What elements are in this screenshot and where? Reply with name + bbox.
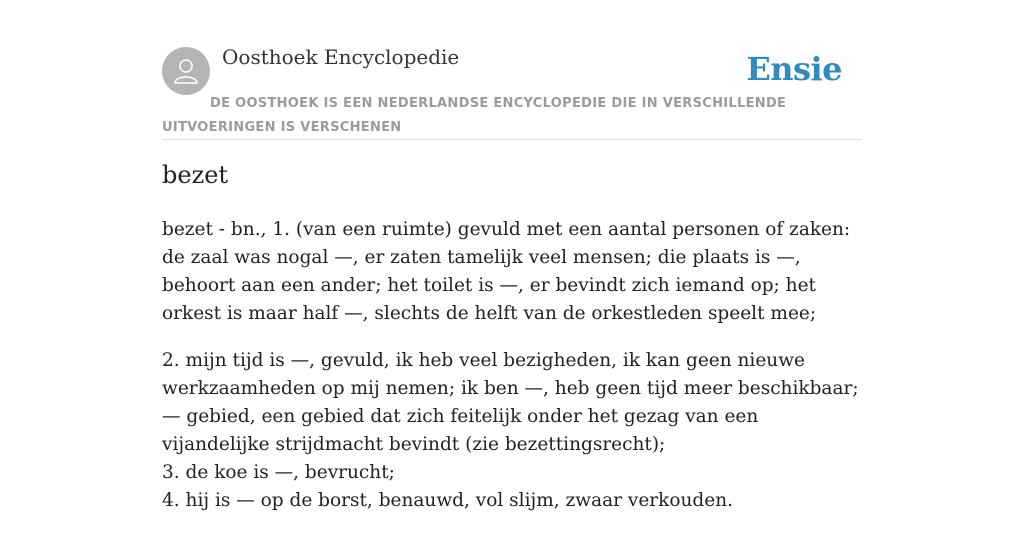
tagline: DE OOSTHOEK IS EEN NEDERLANDSE ENCYCLOPEDIE DIE IN VERSCHILLENDE UITVOERINGEN IS VERSCHENEN [162, 96, 787, 135]
avatar[interactable] [162, 47, 210, 95]
page-title: bezet [162, 161, 229, 189]
site-name[interactable]: Oosthoek Encyclopedie [222, 45, 460, 69]
user-icon [171, 56, 201, 86]
divider [162, 139, 862, 140]
sense-4: 4. hij is — op de borst, benauwd, vol slijm, zwaar verkouden. [162, 490, 733, 511]
sense-2: 2. mijn tijd is —, gevuld, ik heb veel bezigheden, ik kan geen nieuwe werkzaamheden op mij nemen; ik ben —, heb geen tijd meer beschikbaar; — gebied, een gebied dat zich feitelijk onder het gezag van een vijandelijke strijdmacht bevindt (zie bezettingsrecht); [162, 350, 859, 455]
paragraph-senses-2-4 [162, 347, 862, 515]
article-body [162, 216, 862, 534]
paragraph-sense-1: bezet - bn., 1. (van een ruimte) gevuld met een aantal personen of zaken: de zaal was nogal —, er zaten tamelijk veel mensen; die plaats is —, behoort aan een ander; het toilet is —, er bevindt zich iemand op; het orkest is maar half —, slechts de helft van de orkestleden speelt mee; [162, 219, 851, 324]
brand-logo[interactable]: Ensie [746, 50, 842, 88]
sense-3: 3. de koe is —, bevrucht; [162, 462, 395, 483]
